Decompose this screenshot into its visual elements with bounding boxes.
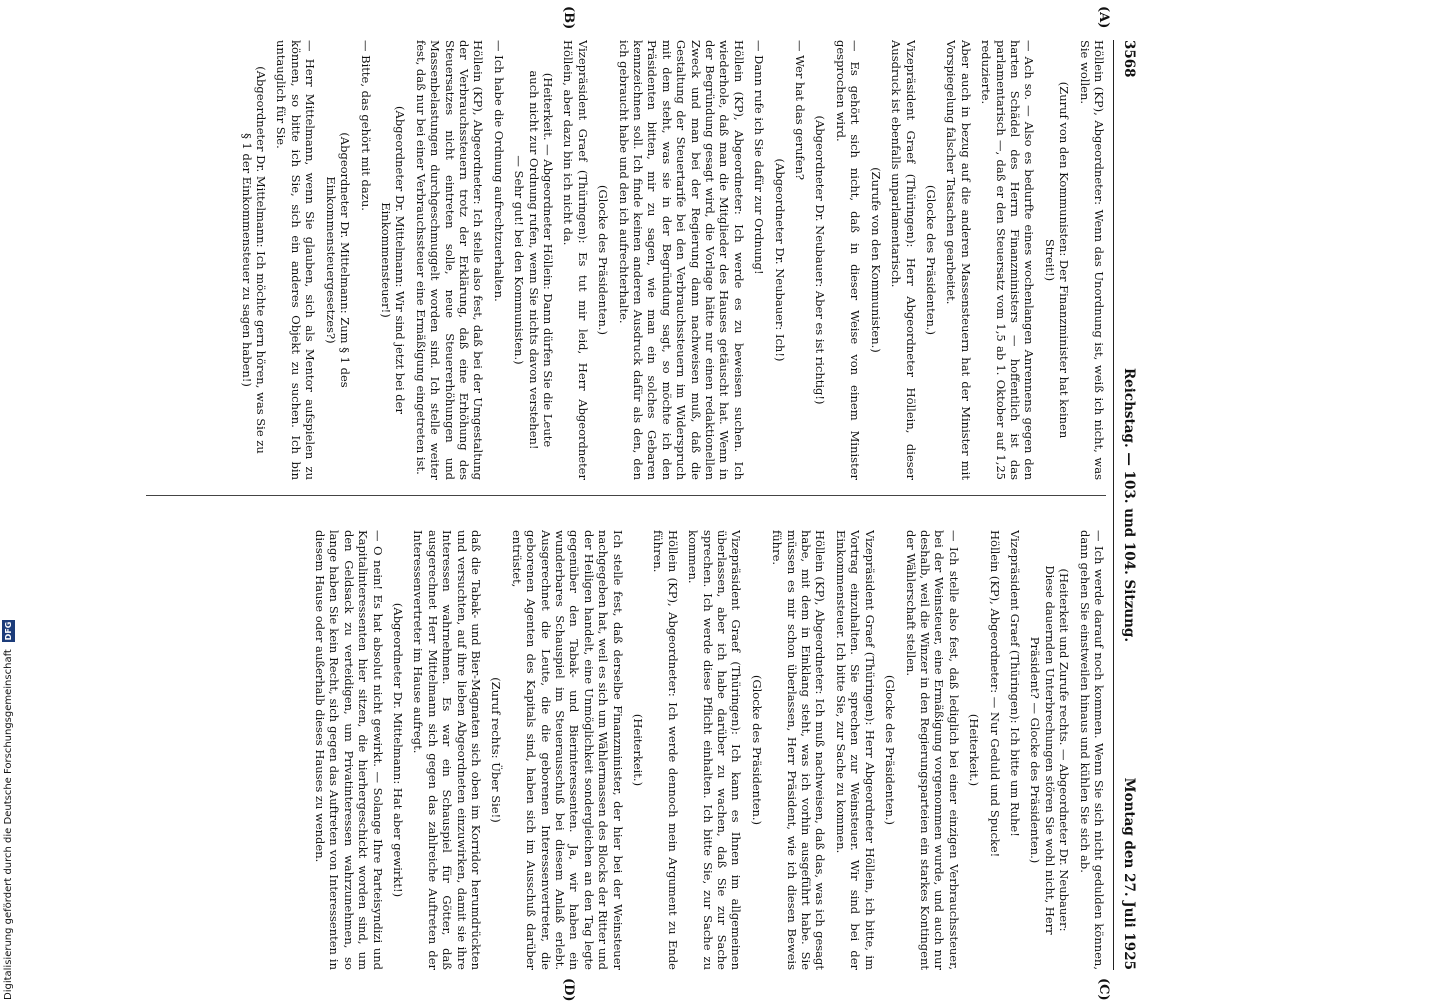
interjection: (Abgeordneter Dr. Mittelmann: Zum § 1 des Einkommensteuergesetzes?) (323, 132, 353, 388)
page-header (1113, 40, 1136, 970)
margin-mark-b: (B) (561, 6, 576, 30)
interjection: (Abgeordneter Dr. Mittelmann: Wir sind jetzt bei der Einkommensteuer!) (378, 106, 408, 414)
interjection: (Heiterkeit.) (967, 713, 982, 787)
paragraph: Ich stelle fest, daß derselbe Finanzminister, der hier bei der Weinsteuer nachgegeben hat, weil es sich um Wählermassen des Blocks der Ritter und der Heiligen handelt, eine Unmöglichkeit sondergleichen an den Tag legte gegenüber den Tabak- und Bierinteressenten. Ja, wir haben ein wunderbares Schauspiel im Steuerausschuß bei diesem Anlaß erlebt. Ausgerechnet die Leute, die die geborenen Interessenvertreter, die geborenen Agenten des Kapitals sind, haben sich im Ausschuß darüber entrüstet, (509, 530, 625, 970)
paragraph: Vizepräsident Graef (Thüringen): Herr Abgeordneter Höllein, ich bitte, im Vortrag einzuhalten. Sie sprechen zur Weinsteuer. Wir sind bei der Einkommensteuer. Ich bitte Sie, zur Sache zu kommen. (833, 530, 877, 970)
paragraph: Höllein (KP), Abgeordneter: Ich werde es zu beweisen suchen. Ich wiederhole, daß man die Mitglieder des Hauses getäuscht hat. Wenn in der Begründung gesagt wird, die Vorlage hätte nur einen redaktionellen Zweck und man bei der Regierung dann nachweisen muß, daß die Gestaltung der Steuertarife bei den Verbrauchssteuern im Widerspruch mit dem steht, was sie in der Begründung sagt, so möchte ich den Präsidenten bitten, mir zu sagen, wie man ein solches Gebaren kennzeichnen soll. Ich finde keinen anderen Ausdruck dafür als den, den ich gebraucht habe und den ich aufrechterhalte. (616, 40, 746, 480)
paragraph: Vizepräsident Graef (Thüringen): Herr Abgeordneter Höllein, dieser Ausdruck ist ebenfalls unparlamentarisch. (889, 40, 918, 480)
paragraph: — Bitte, das gehört mit dazu. (358, 40, 373, 211)
left-column (126, 40, 1106, 480)
paragraph: Höllein (KP), Abgeordneter: Ich stelle also fest, daß bei der Umgestaltung der Verbrauchssteuern trotz der Erklärung, daß eine Erhöhung des Steuersatzes nicht eintreten solle, neue Steuererhöhungen und Massenbelastungen durchgeschmuggelt worden sind. Ich stelle weiter fest, daß nur bei einer Verbrauchssteuer eine Ermäßigung eingetreten ist. (413, 40, 486, 480)
paragraph: — Dann rufe ich Sie dafür zur Ordnung! (752, 40, 767, 275)
paragraph: Höllein (KP), Abgeordneter: Ich werde dennoch mein Argument zu Ende führen. (651, 530, 680, 970)
paragraph: Höllein (KP), Abgeordneter: Wenn das Unordnung ist, weiß ich nicht, was Sie wollen. (1077, 40, 1106, 480)
right-column (126, 530, 1106, 970)
margin-mark-c: (C) (1096, 978, 1111, 1001)
credit-text: Digitalisierung gefördert durch die Deutsche Forschungsgemeinschaft (3, 649, 14, 1000)
paragraph: — Wer hat das gerufen? (793, 40, 808, 181)
paragraph: daß die Tabak- und Bier-Magnaten sich oben im Korridor herumdrückten und versuchten, auf ihre lieben Abgeordneten einzuwirken, damit sie ihre Interessen wahrnehmen. Es war ein Schauspiel für Götter, daß ausgerechnet Herr Mittelmann sich gegen das zahlreiche Auftreten der Interessenvertreter im Hause aufregt. (411, 530, 483, 970)
interjection: (Glocke des Präsidenten.) (749, 674, 764, 826)
paragraph: — Ich stelle also fest, daß lediglich bei einer einzigen Verbrauchssteuer, bei der Weinsteuer, eine Ermäßigung vorgenommen wurde, und auch nur deshalb, weil die Winzer in den Regierungsparteien ein starkes Kontingent der Wählerschaft stellen. (903, 530, 961, 970)
interjection: (Zuruf rechts: Über Sie!) (489, 677, 504, 823)
column-divider (146, 495, 1106, 496)
interjection: (Heiterkeit. — Abgeordneter Höllein: Dann dürfen Sie die Leute auch nicht zur Ordnung rufen, wenn Sie nichts davon verstehen! — Sehr gut! bei den Kommunisten.) (512, 70, 555, 450)
session-title: Reichstag. — 103. und 104. Sitzung. (1121, 367, 1137, 643)
paragraph: — Ach so. — Also es bedurfte eines wochenlangen Anrennens gegen den harten Schädel des Herrn Finanzministers — hoffentlich ist das parlamentarisch —, daß er den Steuersatz vom 1,5 ab 1. Oktober auf 1,25 reduzierte. (979, 40, 1037, 480)
margin-mark-d: (D) (561, 978, 576, 1002)
paragraph: Höllein (KP), Abgeordneter: Ich muß nachweisen, daß das, was ich gesagt habe, mit dem in Einklang steht, was ich vorhin ausgeführt habe. Sie müssen es mir schon überlassen, Herr Präsident, wie ich diesen Beweis führe. (770, 530, 828, 970)
page-number: 3568 (1121, 40, 1137, 78)
session-date: Montag den 27. Juli 1925 (1121, 777, 1137, 970)
page-content (50, 0, 1150, 1000)
dfg-logo-icon: DFG (3, 621, 13, 641)
margin-mark-a: (A) (1096, 6, 1111, 29)
paragraph: — Ich habe die Ordnung aufrechtzuerhalten. (491, 40, 506, 302)
interjection: (Glocke des Präsidenten.) (596, 184, 611, 336)
paragraph: — Ich werde darauf noch kommen. Wenn Sie sich nicht gedulden können, dann gehen Sie einstweilen hinaus und kühlen Sie sich ab. (1077, 530, 1106, 970)
paragraph: — Es gehört sich nicht, daß in dieser Weise von einem Minister gesprochen wird. (833, 40, 863, 480)
paragraph: Aber auch in bezug auf die anderen Massensteuern hat der Minister mit Vorspiegelung falscher Tatsachen gearbeitet. (944, 40, 973, 480)
paragraph: Höllein (KP), Abgeordneter: — Nur Geduld und Spucke! (987, 530, 1002, 858)
interjection: (Heiterkeit.) (631, 713, 646, 787)
interjection: (Abgeordneter Dr. Mittelmann: Hat aber gewirkt!) (390, 602, 405, 898)
rotated-page (50, 0, 1150, 1000)
interjection: (Abgeordneter Dr. Mittelmann: Ich möchte gern hören, was Sie zu § 1 der Einkommensteuer zu sagen haben!) (239, 66, 269, 454)
interjection: (Heiterkeit und Zurufe rechts. — Abgeordneter Dr. Neubauer: Diese dauernden Unterbrechungen stören Sie wohl nicht, Herr Präsident? — Glocke des Präsidenten.) (1028, 565, 1072, 935)
digitization-credit (0, 0, 18, 1000)
interjection: (Glocke des Präsidenten.) (883, 674, 898, 826)
interjection: (Abgeordneter Dr. Neubauer: Aber es ist richtig!) (813, 115, 828, 405)
paragraph: Vizepräsident Graef (Thüringen): Ich kann es Ihnen im allgemeinen überlassen, aber ich habe darüber zu wachen, daß Sie zur Sache sprechen. Ich werde diese Pflicht einhalten. Ich bitte Sie, zur Sache zu kommen. (686, 530, 744, 970)
interjection: (Zurufe von den Kommunisten.) (868, 167, 883, 353)
paragraph: — O nein! Es hat absolut nicht gewirkt. — Solange Ihre Parteisyndizi und Kapitalinteressenten hier sitzen, die hierhergeschickt worden sind, um den Geldsack zu verteidigen, um Privatinteressen wahrzunehmen, so lange haben Sie kein Recht, sich gegen das Auftreten von Interessenten in diesem Hause oder außerhalb dieses Hauses zu wenden. (312, 530, 385, 970)
paragraph: Vizepräsident Graef (Thüringen): Ich bitte um Ruhe! (1007, 530, 1022, 837)
interjection: (Zuruf von den Kommunisten: Der Finanzminister hat keinen Streit!) (1042, 81, 1072, 439)
paragraph: Vizepräsident Graef (Thüringen): Es tut mir leid, Herr Abgeordneter Höllein, aber dazu bin ich nicht da. (561, 40, 590, 480)
paragraph: — Herr Mittelmann, wenn Sie glauben, sich als Mentor aufspielen zu können, so bitte ich Sie, sich ein anderes Objekt zu suchen. Ich bin untauglich für Sie. (274, 40, 318, 480)
interjection: (Glocke des Präsidenten.) (923, 184, 938, 336)
interjection: (Abgeordneter Dr. Neubauer: Ich!) (772, 158, 787, 362)
